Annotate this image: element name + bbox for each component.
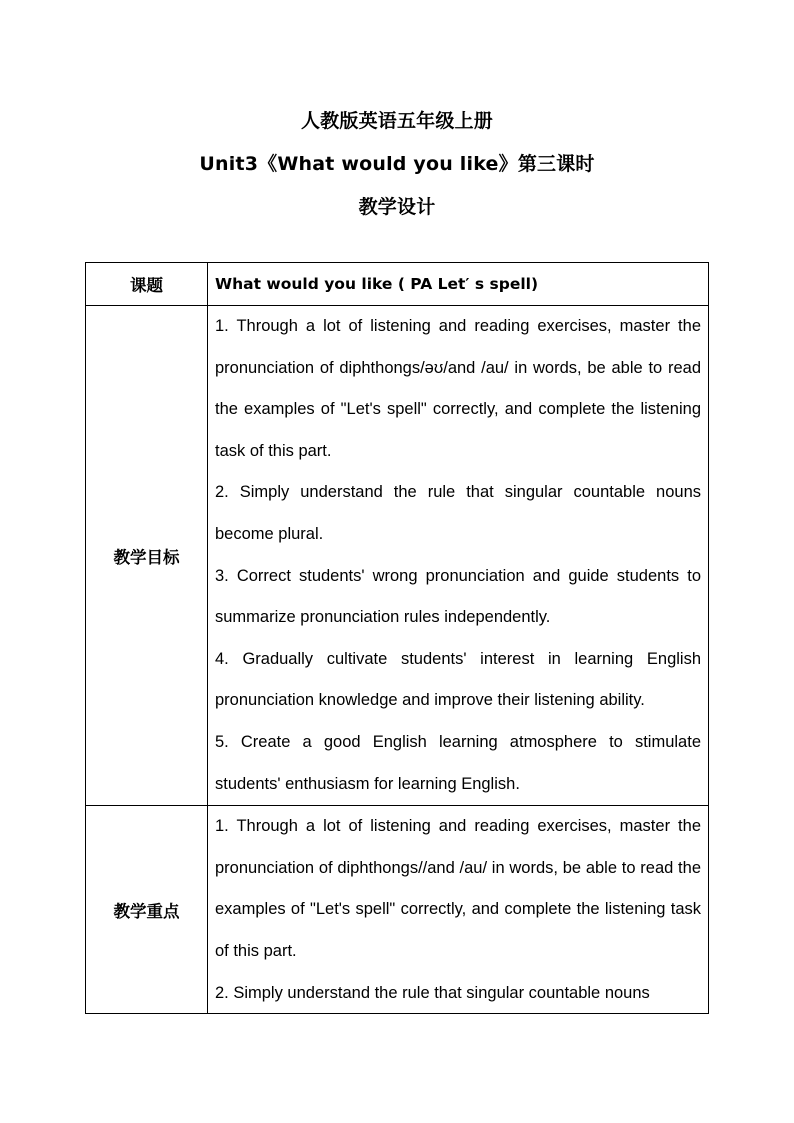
focus-item-2: 2. Simply understand the rule that singular countable nouns bbox=[215, 983, 650, 1002]
subject-label: 课题 bbox=[86, 263, 208, 306]
goals-list bbox=[215, 306, 701, 805]
document-title bbox=[0, 100, 794, 229]
goal-item-1: 1. Through a lot of listening and reading exercises, master the pronunciation of diphthongs/əʊ/and /au/ in words, be able to read the examples of "Let's spell" correctly, and complete the listening task of this part. bbox=[215, 317, 701, 460]
focus-content bbox=[208, 806, 709, 1014]
table-row-subject bbox=[86, 263, 709, 306]
title-line-textbook: 人教版英语五年级上册 bbox=[300, 110, 493, 132]
table-row-focus bbox=[86, 806, 709, 1014]
goal-item-3: 3. Correct students' wrong pronunciation and guide students to summarize pronunciation rules independently. bbox=[215, 566, 701, 627]
focus-list bbox=[215, 806, 701, 1013]
goal-item-2: 2. Simply understand the rule that singular countable nouns become plural. bbox=[215, 483, 701, 543]
subject-value-cell bbox=[208, 263, 709, 306]
goal-item-5: 5. Create a good English learning atmosphere to stimulate students' enthusiasm for learning English. bbox=[215, 732, 701, 793]
lesson-plan-table bbox=[85, 262, 709, 1014]
goal-item-4: 4. Gradually cultivate students' interest in learning English pronunciation knowledge and improve their listening ability. bbox=[215, 649, 701, 710]
title-line-unit: Unit3《What would you like》第三课时 bbox=[199, 153, 595, 175]
focus-label: 教学重点 bbox=[86, 806, 208, 1014]
focus-item-1: 1. Through a lot of listening and reading exercises, master the pronunciation of diphthongs//and /au/ in words, be able to read the examples of "Let's spell" correctly, and complete the listening task of this part. bbox=[215, 817, 701, 960]
subject-value: What would you like ( PA Let′ s spell) bbox=[215, 274, 539, 293]
goals-label: 教学目标 bbox=[86, 306, 208, 806]
goals-content bbox=[208, 306, 709, 806]
table-row-goals bbox=[86, 306, 709, 806]
title-line-doc-type: 教学设计 bbox=[358, 196, 436, 218]
